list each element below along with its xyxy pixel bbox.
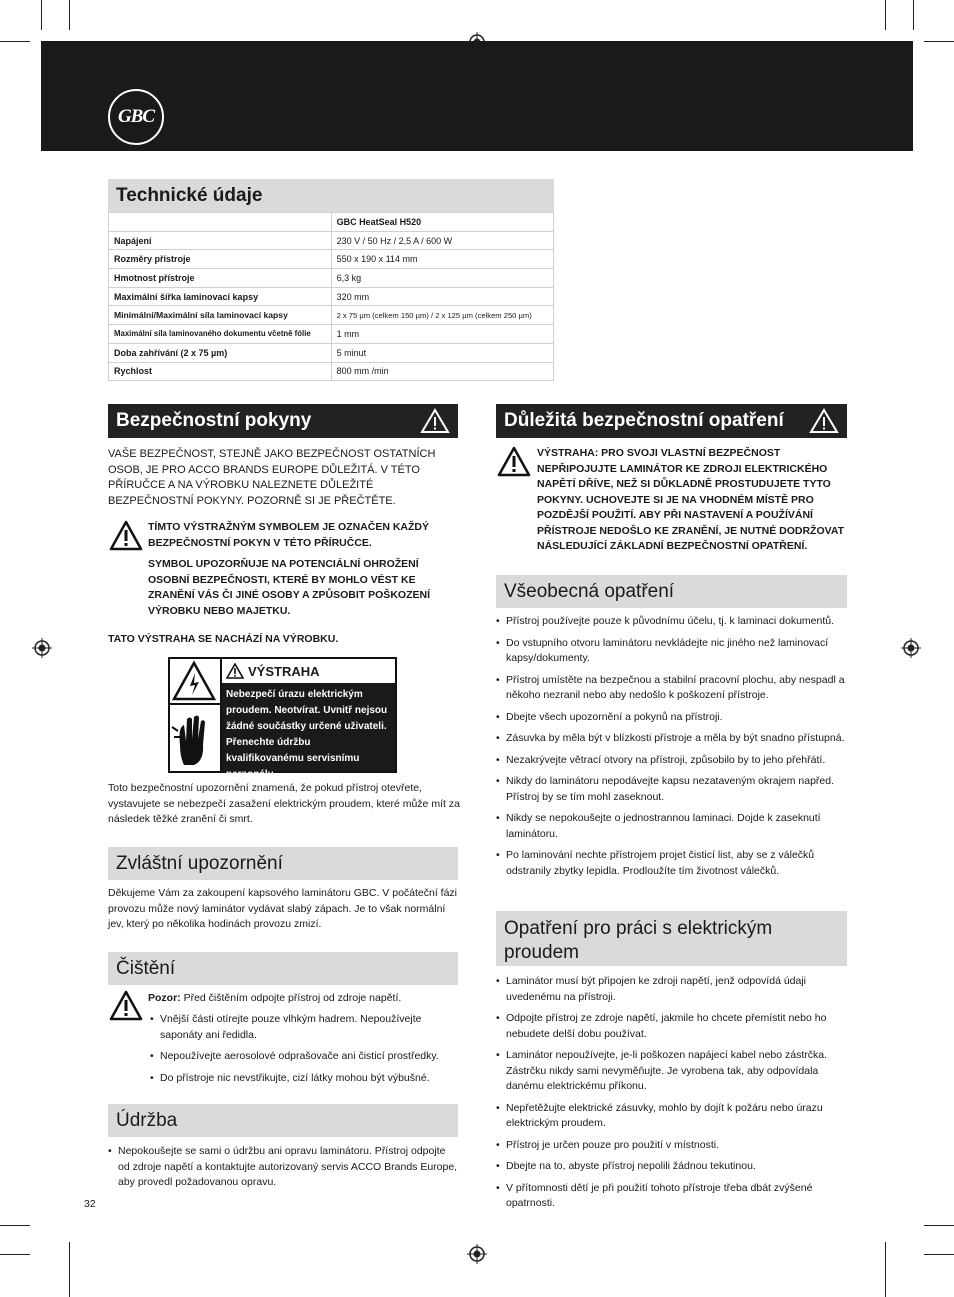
cleaning-list [150,1012,455,1092]
safety-outro: Toto bezpečnostní upozornění znamená, že pokud přístroj otevřete, vystavujete se nebezpečí zasažení elektrickým proudem, které může mít za následek těžké zranění či smrt. [108,782,460,825]
registration-mark-icon [32,638,52,658]
warning-triangle-icon [109,990,143,1022]
caution-text: Před čištěním odpojte přístroj od zdroje napětí. [180,992,402,1004]
product-warning-label [168,657,397,780]
important-title [496,404,847,438]
table-row [109,250,554,269]
spec-key: Maximální šířka laminovací kapsy [109,287,332,306]
maintenance-list [108,1144,458,1197]
spec-value: 320 mm [331,287,553,306]
cleaning-caution [148,991,458,1007]
spec-key: Rychlost [109,362,332,381]
table-row [109,269,554,288]
important-warning: VÝSTRAHA: PRO SVOJI VLASTNÍ BEZPEČNOST NEPŘIPOJUJTE LAMINÁTOR KE ZDROJI ELEKTRICKÉHO NAPĚTÍ DŘÍVE, NEŽ SI DŮKLADNĚ PROSTUDUJETE TYTO POKYNY. UCHOVEJTE SI JE NA VHODNÉM MÍSTĚ PRO POZDĚJŠÍ POUŽITÍ. ABY PŘI NASTAVENÍ A POUŽÍVÁNÍ PŘÍSTROJE NEDOŠLO KE ZRANĚNÍ, JE NUTNÉ DODRŽOVAT NÁSLEDUJÍCÍ ZÁKLADNÍ BEZPEČNOSTNÍ OPATŘENÍ. [537,447,845,552]
list-item: • Nikdy do laminátoru nepodávejte kapsu nezataveným okrajem napřed. Přístroj by se tím mohl zaseknout. [496,774,846,805]
important-title-text: Důležitá bezpečnostní opatření [504,410,784,431]
table-row [109,287,554,306]
spec-key: Hmotnost přístroje [109,269,332,288]
registration-mark-icon [467,1244,487,1264]
warning-triangle-icon [809,408,839,434]
tech-table [108,212,554,381]
list-item: • Do vstupního otvoru laminátoru nevkládejte nic jiného než laminovací kapsy/dokumenty. [496,636,846,667]
electric-list [496,974,846,1218]
list-item: • Nepřetěžujte elektrické zásuvky, mohlo by dojít k požáru nebo úrazu elektrickým proudem. [496,1101,846,1132]
list-item: • V přítomnosti dětí je při použití tohoto přístroje třeba dbát zvýšené opatrnosti. [496,1181,846,1212]
spec-value: 1 mm [331,325,553,344]
tech-model: GBC HeatSeal H520 [331,213,553,232]
safety-title-text: Bezpečnostní pokyny [116,410,312,431]
on-product-note: TATO VÝSTRAHA SE NACHÁZÍ NA VÝROBKU. [108,633,339,645]
spec-key: Maximální síla laminovaného dokumentu včetně fólie [109,325,332,344]
electric-shock-icon [170,659,218,703]
general-list [496,614,846,885]
list-item: • Dbejte všech upozornění a pokynů na přístroji. [496,710,846,726]
special-text: Děkujeme Vám za zakoupení kapsového laminátoru GBC. V počáteční fázi provozu může nový laminátor vydávat slabý zápach. Je to však normální jev, který po několika hodinách provozu zmizí. [108,887,458,930]
list-item: • Nezakrývejte větrací otvory na přístroji, způsobilo by to jeho přehřátí. [496,753,846,769]
list-item: • Přístroj používejte pouze k původnímu účelu, tj. k laminaci dokumentů. [496,614,846,630]
label-title-text: VÝSTRAHA [248,663,320,679]
list-item: • Do přístroje nic nevstřikujte, cizí látky mohou být výbušné. [150,1071,455,1087]
list-item: • Přístroj je určen pouze pro použití v místnosti. [496,1138,846,1154]
label-title [222,659,395,683]
list-item: • Laminátor musí být připojen ke zdroji napětí, jenž odpovídá údaji uvedenému na přístroji. [496,974,846,1005]
tech-title: Technické údaje [108,179,554,212]
gbc-logo: GBC [108,89,164,145]
warning-triangle-icon [497,446,531,478]
spec-value: 6,3 kg [331,269,553,288]
label-text: Nebezpečí úrazu elektrickým proudem. Neotvírat. Uvnitř nejsou žádné součástky určené uživateli. Přenechte údržbu kvalifikovanému servisnímu personálu. [222,683,395,771]
list-item: • Nikdy se nepokoušejte o jednostrannou laminaci. Dojde k zaseknutí laminátoru. [496,811,846,842]
table-row [109,362,554,381]
spec-value: 230 V / 50 Hz / 2,5 A / 600 W [331,231,553,250]
warning-triangle-icon [226,663,244,679]
header-band [41,41,913,151]
symbol-note: TÍMTO VÝSTRAŽNÝM SYMBOLEM JE OZNAČEN KAŽDÝ BEZPEČNOSTNÍ POKYN V TÉTO PŘÍRUČCE. [148,521,429,549]
table-row [109,231,554,250]
spec-key: Napájení [109,231,332,250]
spec-value: 2 x 75 µm (celkem 150 µm) / 2 x 125 µm (celkem 250 µm) [331,306,553,325]
warning-triangle-icon [420,408,450,434]
table-row [109,306,554,325]
spec-value: 550 x 190 x 114 mm [331,250,553,269]
warning-triangle-icon [109,520,143,552]
page-number: 32 [84,1198,96,1210]
registration-mark-icon [901,638,921,658]
maintenance-title: Údržba [108,1104,458,1137]
cleaning-title: Čištění [108,952,458,985]
spec-value: 5 minut [331,343,553,362]
electric-title: Opatření pro práci s elektrickým proudem [496,911,847,966]
list-item: • Nepokoušejte se sami o údržbu ani opravu laminátoru. Přístroj odpojte od zdroje napětí a kontaktujte autorizovaný servis ACCO Brands Europe, aby provedl požadovanou opravu. [108,1144,458,1191]
table-row [109,343,554,362]
special-title: Zvláštní upozornění [108,847,458,880]
list-item: • Zásuvka by měla být v blízkosti přístroje a měla by být snadno přístupná. [496,731,846,747]
symbol-meaning: SYMBOL UPOZORŇUJE NA POTENCIÁLNÍ OHROŽENÍ OSOBNÍ BEZPEČNOSTI, KTERÉ BY MOHLO VÉST KE ZRANĚNÍ VÁS ČI JINÉ OSOBY A ZPŮSOBIT POŠKOZENÍ VÝROBKU NEBO MAJETKU. [148,558,430,617]
spec-key: Doba zahřívání (2 x 75 µm) [109,343,332,362]
caution-label: Pozor: [148,992,181,1004]
spec-value: 800 mm /min [331,362,553,381]
general-title: Všeobecná opatření [496,575,847,608]
safety-title [108,404,458,438]
table-row [109,325,554,344]
safety-intro: VAŠE BEZPEČNOST, STEJNĚ JAKO BEZPEČNOST OSTATNÍCH OSOB, JE PRO ACCO BRANDS EUROPE DŮLEŽITÁ. V TÉTO PŘÍRUČCE A NA VÝROBKU NALEZNETE DŮLEŽITÉ BEZPEČNOSTNÍ POKYNY. POZORNĚ SI JE PŘEČTĚTE. [108,448,436,507]
list-item: • Odpojte přístroj ze zdroje napětí, jakmile ho chcete přemístit nebo ho nebudete delší dobu používat. [496,1011,846,1042]
list-item: • Vnější části otírejte pouze vlhkým hadrem. Nepoužívejte saponáty ani ředidla. [150,1012,455,1043]
list-item: • Laminátor nepoužívejte, je-li poškozen napájecí kabel nebo zástrčka. Zástrčku nikdy sami nevyměňujte. Je vyrobena tak, aby odpovídala danému elektrickému příkonu. [496,1048,846,1095]
list-item: • Dbejte na to, abyste přístroj nepolili žádnou tekutinou. [496,1159,846,1175]
hand-shock-icon [170,705,218,771]
list-item: • Nepoužívejte aerosolové odprašovače ani čisticí prostředky. [150,1049,455,1065]
spec-key: Rozměry přístroje [109,250,332,269]
spec-key: Minimální/Maximální síla laminovací kapsy [109,306,332,325]
list-item: • Po laminování nechte přístrojem projet čisticí list, aby se z válečků odstranily zbytky lepidla. Prodloužíte tím životnost válečků. [496,848,846,879]
list-item: • Přístroj umístěte na bezpečnou a stabilní pracovní plochu, aby nespadl a někoho nezranil nebo aby nedošlo k poškození přístroje. [496,673,846,704]
